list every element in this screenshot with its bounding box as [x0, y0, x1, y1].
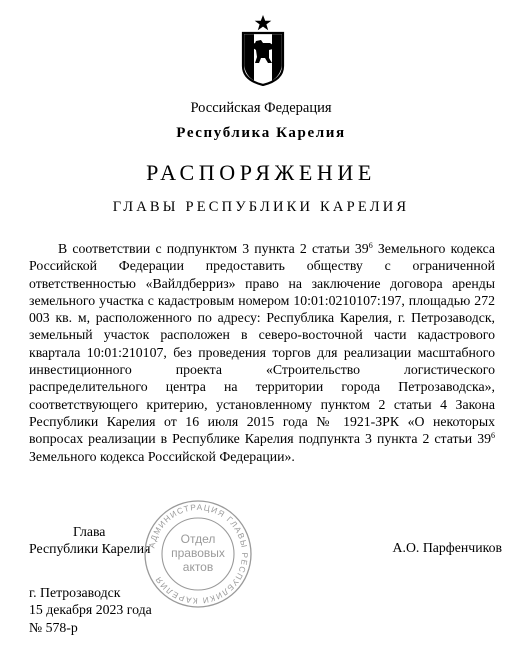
federation-title: Российская Федерация: [190, 100, 332, 116]
signer-name: А.О. Парфенчиков: [392, 540, 502, 555]
document-type: РАСПОРЯЖЕНИЕ: [146, 160, 376, 185]
republic-title: Республика Карелия: [176, 125, 346, 141]
order-text-part3: Земельного кодекса Российской Федерации».: [29, 448, 295, 464]
order-text-part1: В соответствии с подпунктом 3 пункта 2 статьи 39: [58, 241, 369, 256]
signer-title-line2: Республики Карелия: [29, 541, 151, 557]
stamp-line3: актов: [182, 560, 214, 574]
document-issuer: ГЛАВЫ РЕСПУБЛИКИ КАРЕЛИЯ: [112, 199, 410, 215]
issue-city: г. Петрозаводск: [29, 585, 121, 600]
stamp-line1: Отдел: [180, 532, 216, 546]
department-stamp: [142, 498, 254, 610]
stamp-line2: правовых: [171, 546, 225, 560]
order-text-part2: Земельного кодекса Российской Федерации предоставить обществу с ограниченной ответственностью «Вайлдберриз» право на заключение договора аренды земельного участка с кадастровым номером 10:01:0210107:197, площадью 272 003 кв. м, расположенного по адресу: Республика Карелия, г. Петрозаводск, земельный участок расположен в северо-восточной части кадастрового квартала 10:01:210107, без проведения торгов для реализации масштабного инвестиционного проекта «Строительство логистического распределительного центра на территории города Петрозаводска», соответствующего критерию, установленному пунктом 2 статьи 4 Закона Республики Карелия от 16 июля 2015 года № 1921-ЗРК «О некоторых вопросах реализации в Республике Карелия подпункта 3 пункта 2 статьи 39: [29, 241, 495, 447]
stamp-ring-text: АДМИНИСТРАЦИЯ ГЛАВЫ РЕСПУБЛИКИ КАРЕЛИЯ: [147, 502, 250, 606]
document-number: № 578-р: [29, 619, 78, 635]
order-text: [29, 240, 495, 465]
order-paragraph: [29, 240, 495, 465]
article-superscript: 6: [368, 241, 373, 250]
issue-date: 15 декабря 2023 года: [29, 602, 152, 618]
signer-title-line1: Глава: [73, 524, 106, 539]
signer-title: [29, 523, 150, 558]
karelia-coat-of-arms-icon: [240, 14, 286, 86]
article-superscript: 6: [491, 431, 495, 441]
document-footer: [29, 584, 152, 636]
